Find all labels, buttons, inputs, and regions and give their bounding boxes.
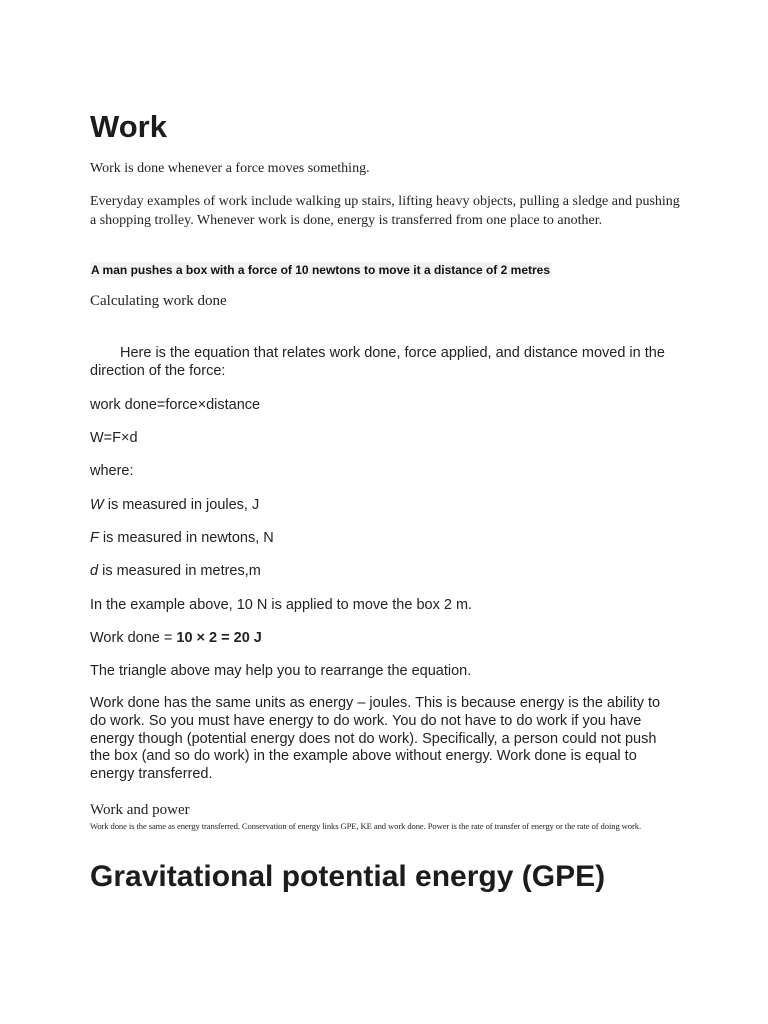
equation-intro-paragraph: Here is the equation that relates work done, force applied, and distance moved in the direction of the force: [90, 345, 665, 379]
definition-w-text: is measured in joules, J [103, 497, 260, 513]
power-summary-small-text: Work done is the same as energy transferred. Conservation of energy links GPE, KE and work done. Power is the rate of transfer of energy or the rate of doing work. [90, 821, 641, 831]
triangle-note: The triangle above may help you to rearrange the equation. [90, 663, 472, 679]
units-paragraph: Work done has the same units as energy – joules. This is because energy is the ability to do work. So you must have energy to do work. You do not have to do work if you have energy though (potential energy does not do work). Specifically, a person could not push the box (and so do work) in the example above without energy. Work done is equal to energy transferred. [90, 695, 661, 783]
subheading-work-and-power: Work and power [90, 802, 190, 818]
definition-d [90, 562, 680, 580]
equation-symbols: W=F×d [90, 430, 138, 446]
symbol-f: F [90, 530, 99, 546]
example-applied-paragraph: In the example above, 10 N is applied to move the box 2 m. [90, 597, 473, 613]
equation-words: work done=force×distance [90, 397, 261, 413]
examples-paragraph: Everyday examples of work include walking up stairs, lifting heavy objects, pulling a sledge and pushing a shopping trolley. Whenever work is done, energy is transferred from one place to another. [90, 194, 680, 228]
definition-d-text: is measured in metres,m [98, 563, 261, 579]
heading-work: Work [90, 109, 167, 144]
figure-caption: A man pushes a box with a force of 10 newtons to move it a distance of 2 metres [91, 263, 550, 277]
work-done-value: 10 × 2 = 20 J [176, 630, 262, 646]
intro-paragraph: Work is done whenever a force moves something. [90, 161, 370, 176]
definition-f [90, 529, 680, 547]
work-done-calculation [90, 629, 680, 647]
work-done-label: Work done = [90, 630, 177, 646]
symbol-w: W [90, 497, 104, 513]
definition-w [90, 496, 680, 514]
where-label: where: [90, 463, 134, 479]
definition-f-text: is measured in newtons, N [98, 530, 274, 546]
subheading-calculating-work: Calculating work done [90, 293, 227, 309]
heading-gpe: Gravitational potential energy (GPE) [90, 860, 606, 893]
symbol-d: d [90, 563, 99, 579]
